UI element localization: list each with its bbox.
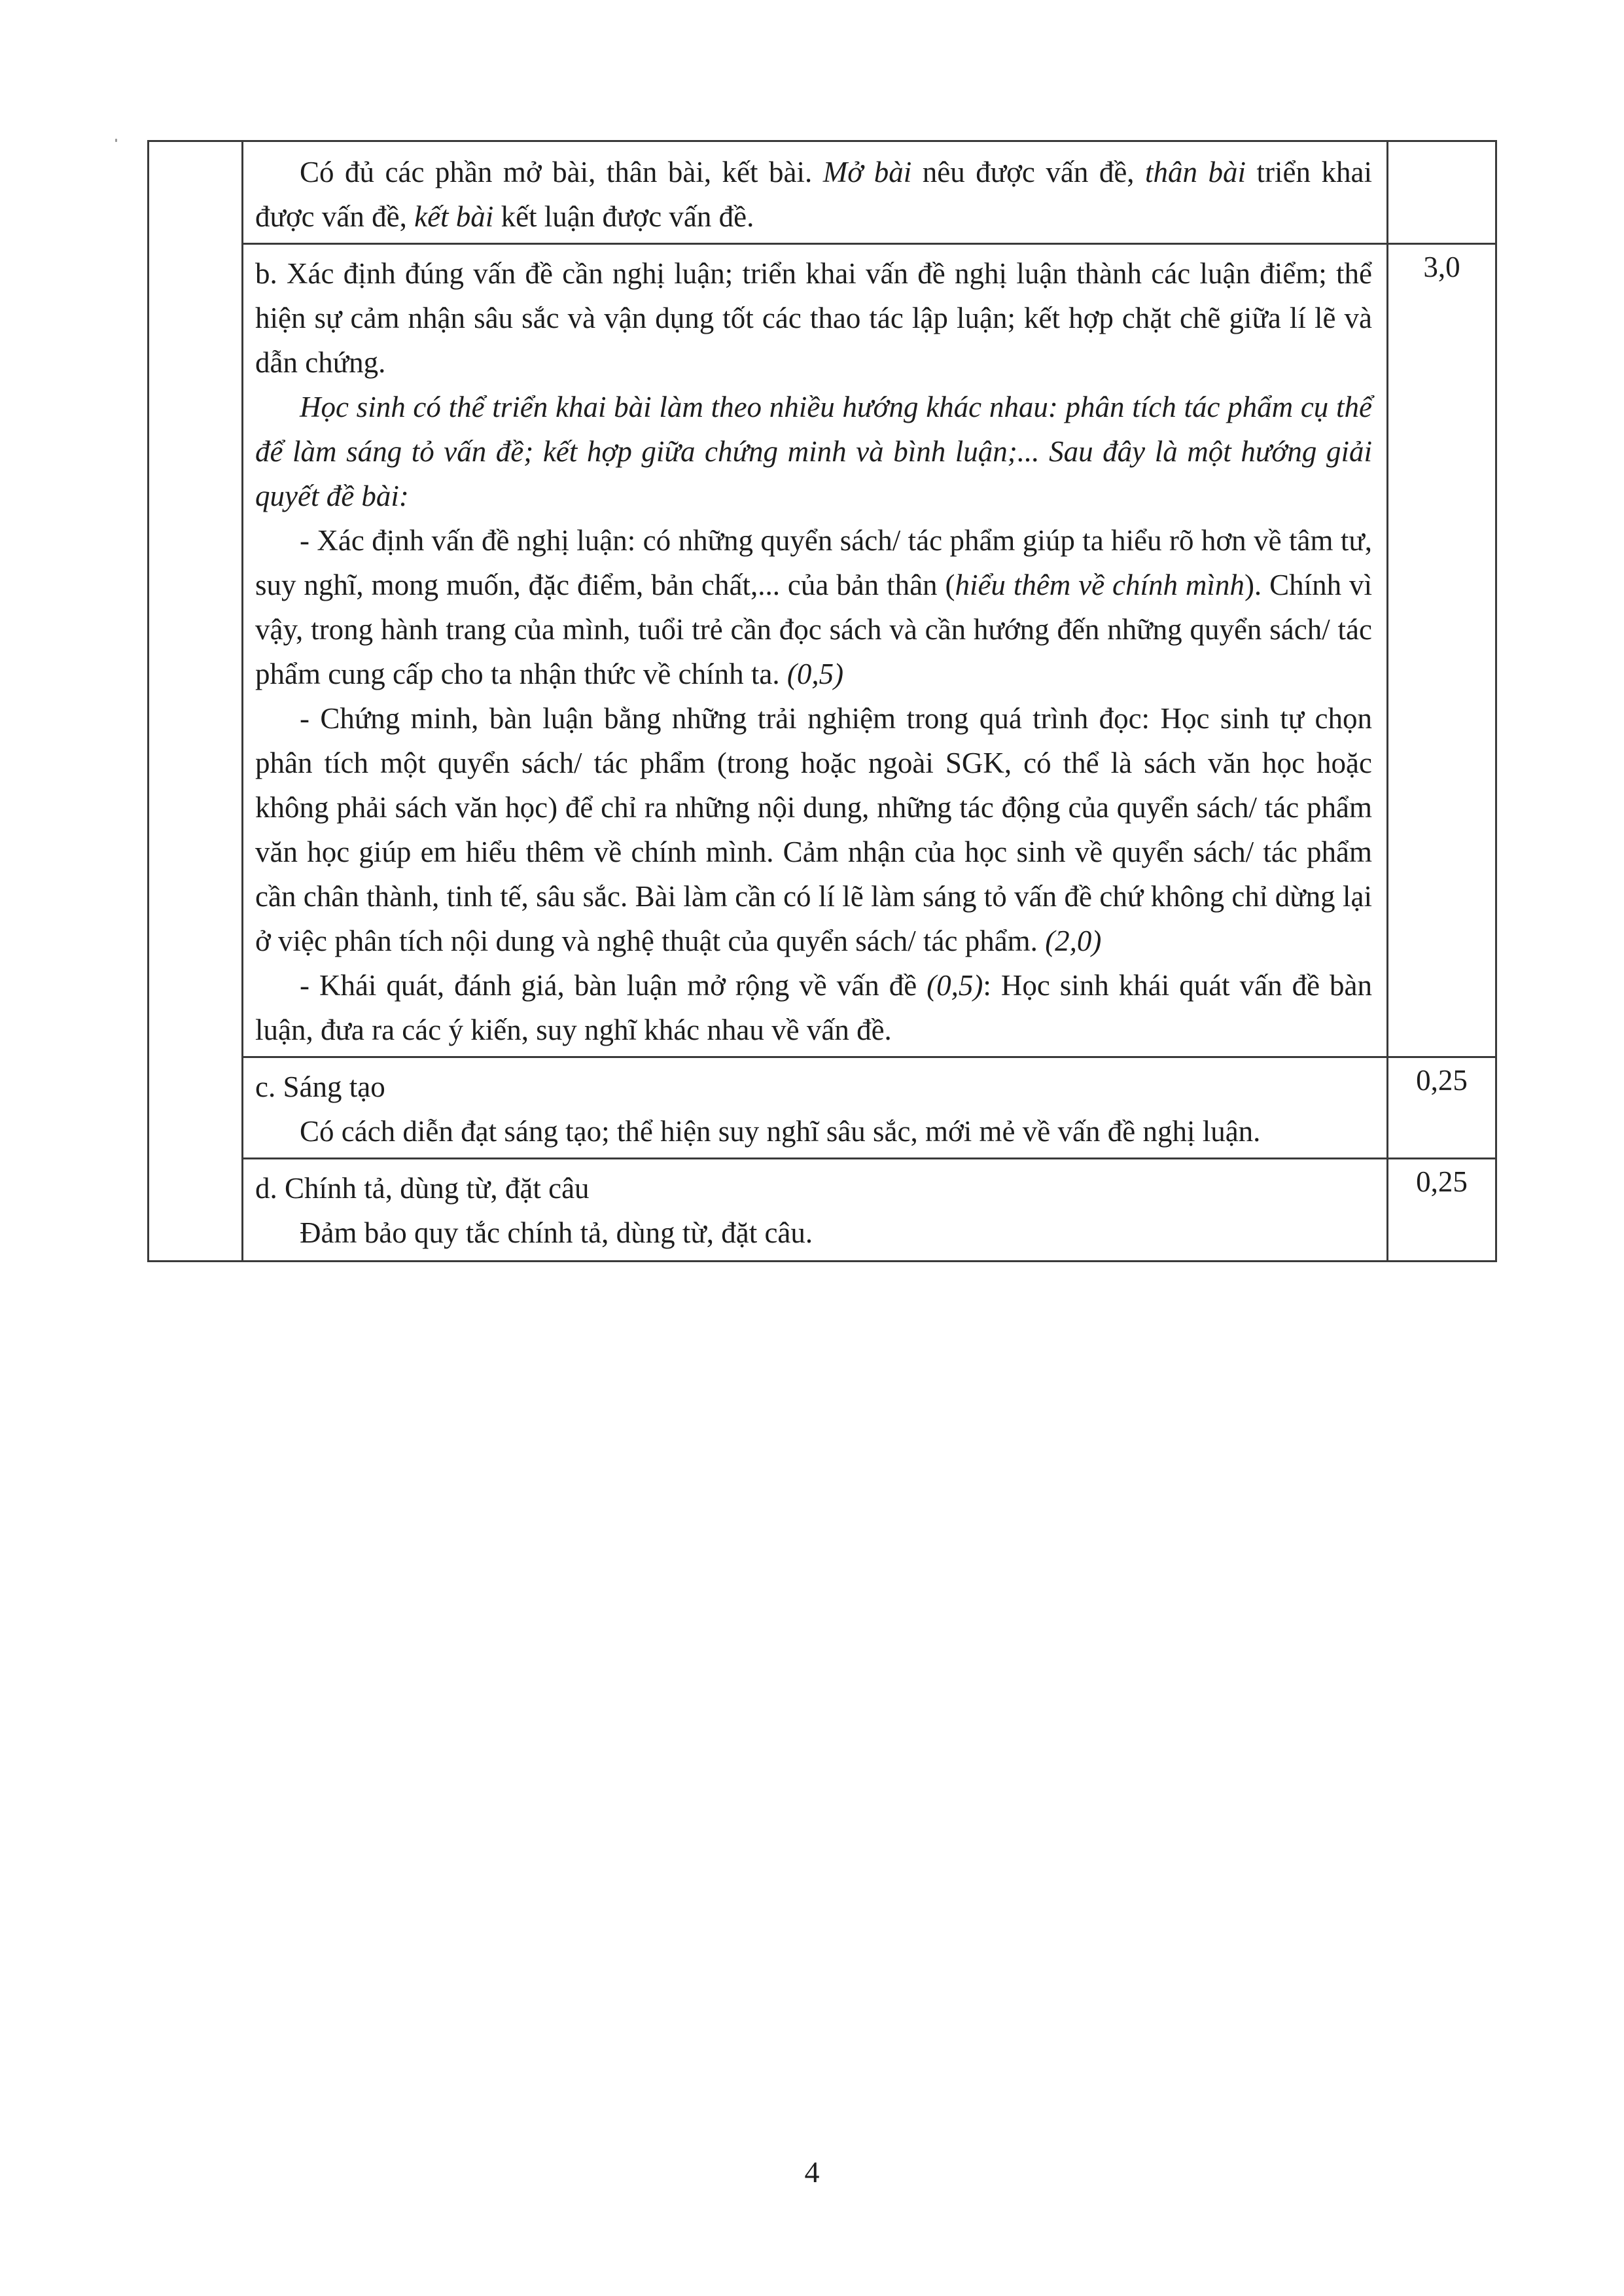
section-c-body: Có cách diễn đạt sáng tạo; thể hiện suy nghĩ sâu sắc, mới mẻ về vấn đề nghị luận. xyxy=(300,1115,1261,1148)
scan-speck xyxy=(115,139,117,142)
rubric-table xyxy=(147,140,1497,1262)
section-d-score: 0,25 xyxy=(1388,1159,1496,1262)
section-c-title: c. Sáng tạo xyxy=(255,1070,385,1103)
section-b-score: 3,0 xyxy=(1388,244,1496,1057)
section-c-cell xyxy=(243,1057,1388,1159)
section-b-point-2: - Chứng minh, bàn luận bằng những trải nghiệm trong quá trình đọc: Học sinh tự chọn phân tích một quyển sách/ tác phẩm (trong hoặc ngoài SGK, có thể là sách văn học hoặc không phải sách văn học) để chỉ ra những nội dung, những tác động của quyển sách/ tác phẩm văn học giúp em hiểu thêm về chính mình. Cảm nhận của học sinh về quyển sách/ tác phẩm cần chân thành, tinh tế, sâu sắc. Bài làm cần có lí lẽ làm sáng tỏ vấn đề chứ không chỉ dừng lại ở việc phân tích nội dung và nghệ thuật của quyển sách/ tác phẩm. (2,0) xyxy=(255,702,1372,957)
section-d-body: Đảm bảo quy tắc chính tả, dùng từ, đặt câu. xyxy=(300,1216,813,1249)
section-c-score: 0,25 xyxy=(1388,1057,1496,1159)
structure-cell xyxy=(243,141,1388,244)
table-row xyxy=(149,141,1496,244)
table-row xyxy=(149,244,1496,1057)
section-d-title: d. Chính tả, dùng từ, đặt câu xyxy=(255,1172,590,1205)
section-b-guidance: Học sinh có thể triển khai bài làm theo nhiều hướng khác nhau: phân tích tác phẩm cụ thể để làm sáng tỏ vấn đề; kết hợp giữa chứng minh và bình luận;... Sau đây là một hướng giải quyết đề bài: xyxy=(255,391,1372,512)
structure-text: Có đủ các phần mở bài, thân bài, kết bài. Mở bài nêu được vấn đề, thân bài triển khai được vấn đề, kết bài kết luận được vấn đề. xyxy=(255,156,1372,233)
section-b-intro: b. Xác định đúng vấn đề cần nghị luận; triển khai vấn đề nghị luận thành các luận điểm; thể hiện sự cảm nhận sâu sắc và vận dụng tốt các thao tác lập luận; kết hợp chặt chẽ giữa lí lẽ và dẫn chứng. xyxy=(255,257,1372,379)
table-row xyxy=(149,1057,1496,1159)
section-b-cell xyxy=(243,244,1388,1057)
page-number: 4 xyxy=(804,2155,820,2189)
table-row xyxy=(149,1159,1496,1262)
section-d-cell xyxy=(243,1159,1388,1262)
question-number-cell xyxy=(149,141,243,1262)
structure-score-cell xyxy=(1388,141,1496,244)
section-b-point-1: - Xác định vấn đề nghị luận: có những quyển sách/ tác phẩm giúp ta hiểu rõ hơn về tâm tư, suy nghĩ, mong muốn, đặc điểm, bản chất,... của bản thân (hiểu thêm về chính mình). Chính vì vậy, trong hành trang của mình, tuổi trẻ cần đọc sách và cần hướng đến những quyển sách/ tác phẩm cung cấp cho ta nhận thức về chính ta. (0,5) xyxy=(255,524,1372,690)
section-b-point-3: - Khái quát, đánh giá, bàn luận mở rộng về vấn đề (0,5): Học sinh khái quát vấn đề bàn luận, đưa ra các ý kiến, suy nghĩ khác nhau về vấn đề. xyxy=(255,969,1372,1046)
